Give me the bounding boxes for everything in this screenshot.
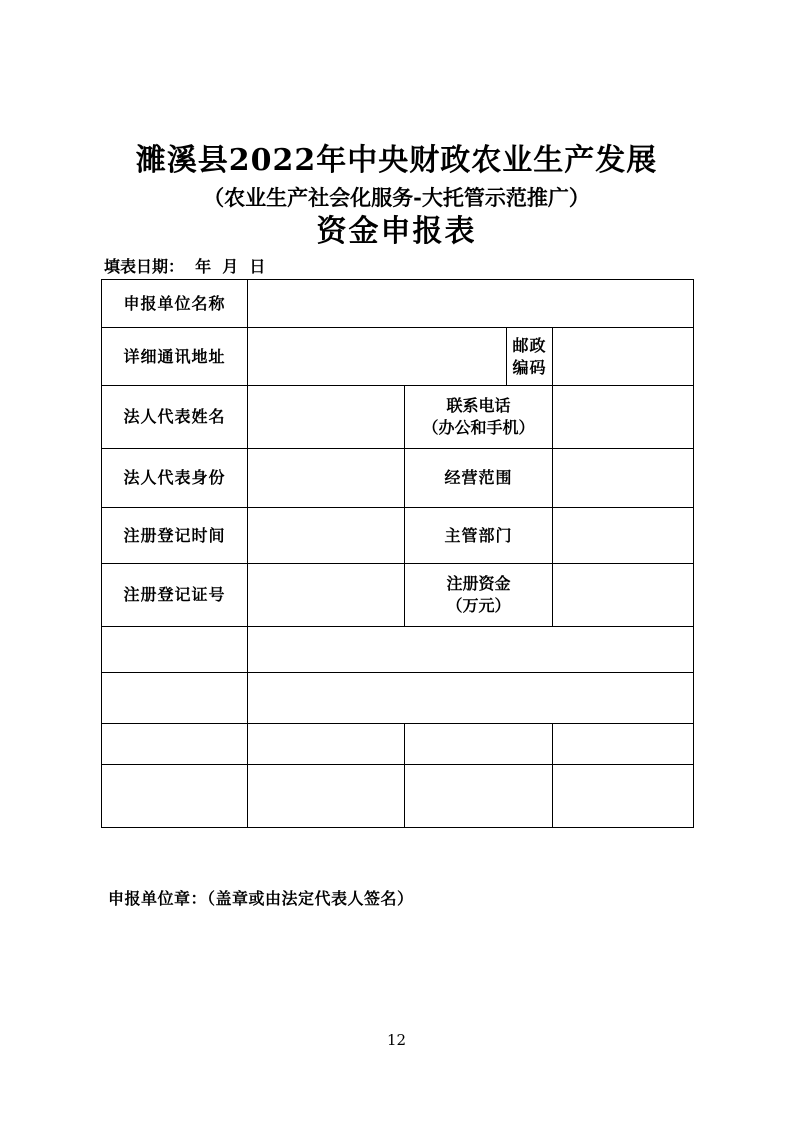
address-label: 详细通讯地址 (102, 328, 248, 386)
business-scope-label: 经营范围 (405, 449, 553, 508)
table-row (102, 673, 694, 724)
reg-time-label: 注册登记时间 (102, 508, 248, 564)
fill-date-label: 填表日期： 年 月 日 (104, 257, 266, 276)
phone-label-line1: 联系电话 (446, 396, 511, 415)
blank-field[interactable] (248, 627, 694, 673)
legal-rep-name-label: 法人代表姓名 (102, 386, 248, 449)
table-row (102, 627, 694, 673)
document-title-line3: 资金申报表 (316, 214, 477, 249)
legal-rep-id-field[interactable] (248, 449, 405, 508)
document-title-line2: （农业生产社会化服务-大托管示范推广） (203, 185, 590, 210)
blank-field[interactable] (405, 724, 553, 765)
blank-label-cell (102, 627, 248, 673)
page-number: 12 (386, 1031, 407, 1049)
legal-rep-id-label: 法人代表身份 (102, 449, 248, 508)
phone-label-line2: （办公和手机） (422, 418, 535, 437)
phone-field[interactable] (553, 386, 694, 449)
unit-name-field[interactable] (248, 280, 694, 328)
reg-time-field[interactable] (248, 508, 405, 564)
table-row (102, 724, 694, 765)
signature-line: 申报单位章：（盖章或由法定代表人签名） (108, 889, 414, 908)
document-title-line1: 濉溪县2022年中央财政农业生产发展 (135, 143, 658, 178)
phone-label (405, 386, 553, 449)
legal-rep-name-field[interactable] (248, 386, 405, 449)
application-form-table (101, 279, 694, 828)
capital-label-line1: 注册资金 (446, 574, 511, 593)
unit-name-label: 申报单位名称 (102, 280, 248, 328)
capital-label (405, 564, 553, 627)
reg-cert-no-label: 注册登记证号 (102, 564, 248, 627)
table-row (102, 765, 694, 828)
blank-label-cell (102, 673, 248, 724)
authority-label: 主管部门 (405, 508, 553, 564)
blank-label-cell (102, 724, 248, 765)
capital-field[interactable] (553, 564, 694, 627)
table-row (102, 280, 694, 328)
business-scope-field[interactable] (553, 449, 694, 508)
blank-field[interactable] (553, 765, 694, 828)
blank-field[interactable] (248, 765, 405, 828)
table-row (102, 449, 694, 508)
postcode-label: 邮政编码 (507, 328, 553, 386)
address-field[interactable] (248, 328, 507, 386)
blank-label-cell (102, 765, 248, 828)
table-row (102, 328, 694, 386)
blank-field[interactable] (248, 673, 694, 724)
authority-field[interactable] (553, 508, 694, 564)
blank-field[interactable] (553, 724, 694, 765)
capital-label-line2: （万元） (446, 596, 511, 615)
blank-field[interactable] (405, 765, 553, 828)
table-row (102, 508, 694, 564)
reg-cert-no-field[interactable] (248, 564, 405, 627)
table-row (102, 386, 694, 449)
blank-field[interactable] (248, 724, 405, 765)
postcode-field[interactable] (553, 328, 694, 386)
table-row (102, 564, 694, 627)
